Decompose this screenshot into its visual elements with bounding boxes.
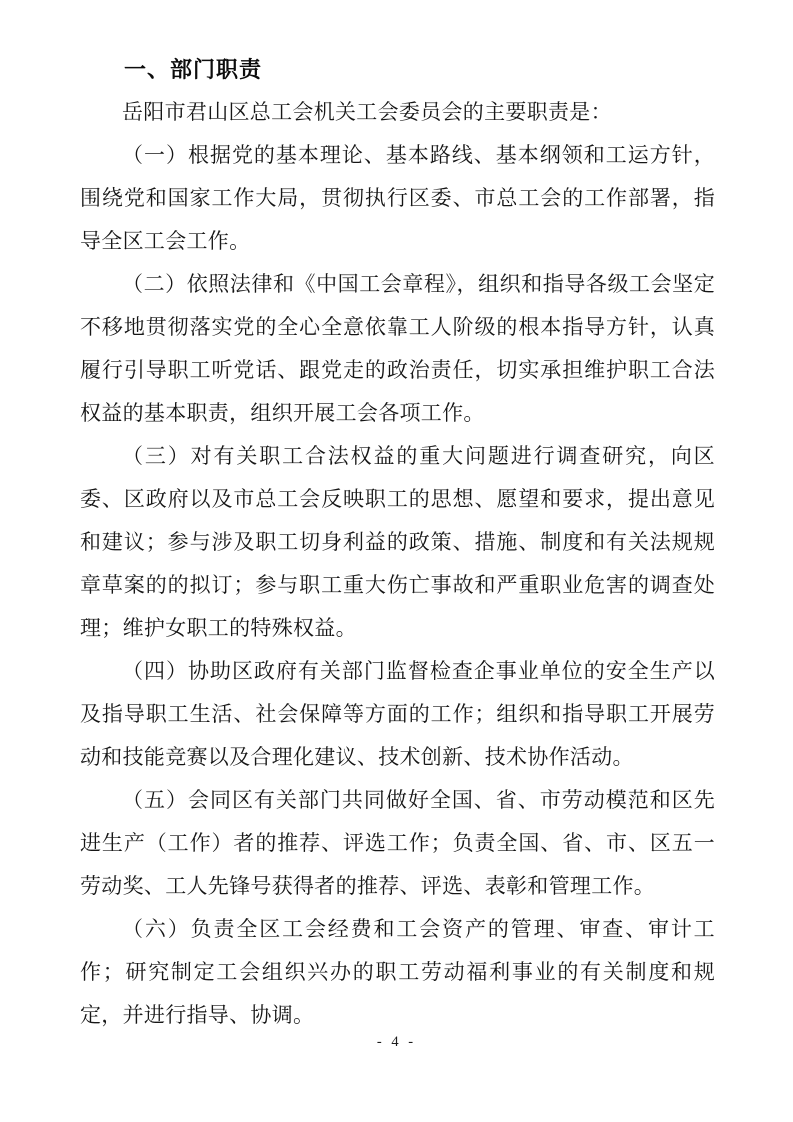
duty-paragraph-5: （五）会同区有关部门共同做好全国、省、市劳动模范和区先进生产（工作）者的推荐、评选工作；负责全国、省、市、区五一劳动奖、工人先锋号获得者的推荐、评选、表彰和管理工作。: [80, 788, 715, 898]
duty-paragraph-2: （二）依照法律和《中国工会章程》，组织和指导各级工会坚定不移地贯彻落实党的全心全意依靠工人阶级的根本指导方针，认真履行引导职工听党话、跟党走的政治责任，切实承担维护职工合法权益的基本职责，组织开展工会各项工作。: [80, 272, 715, 425]
intro-paragraph: 岳阳市君山区总工会机关工会委员会的主要职责是：: [122, 100, 612, 124]
page-footer: [0, 1032, 793, 1052]
duty-paragraph-1: （一）根据党的基本理论、基本路线、基本纲领和工运方针，围绕党和国家工作大局，贯彻执行区委、市总工会的工作部署，指导全区工会工作。: [80, 143, 715, 253]
section-heading: 一、部门职责: [124, 57, 263, 82]
duty-paragraph-3: （三）对有关职工合法权益的重大问题进行调查研究，向区委、区政府以及市总工会反映职工的思想、愿望和要求，提出意见和建议；参与涉及职工切身利益的政策、措施、制度和有关法规规章草案的的拟订；参与职工重大伤亡事故和严重职业危害的调查处理；维护女职工的特殊权益。: [80, 444, 715, 640]
document-body: [80, 48, 715, 1037]
duty-paragraph-4: （四）协助区政府有关部门监督检查企事业单位的安全生产以及指导职工生活、社会保障等方面的工作；组织和指导职工开展劳动和技能竞赛以及合理化建议、技术创新、技术协作活动。: [80, 659, 715, 769]
duty-paragraph-6: （六）负责全区工会经费和工会资产的管理、审查、审计工作；研究制定工会组织兴办的职工劳动福利事业的有关制度和规定，并进行指导、协调。: [80, 917, 715, 1027]
page-number: - 4 -: [376, 1034, 417, 1050]
